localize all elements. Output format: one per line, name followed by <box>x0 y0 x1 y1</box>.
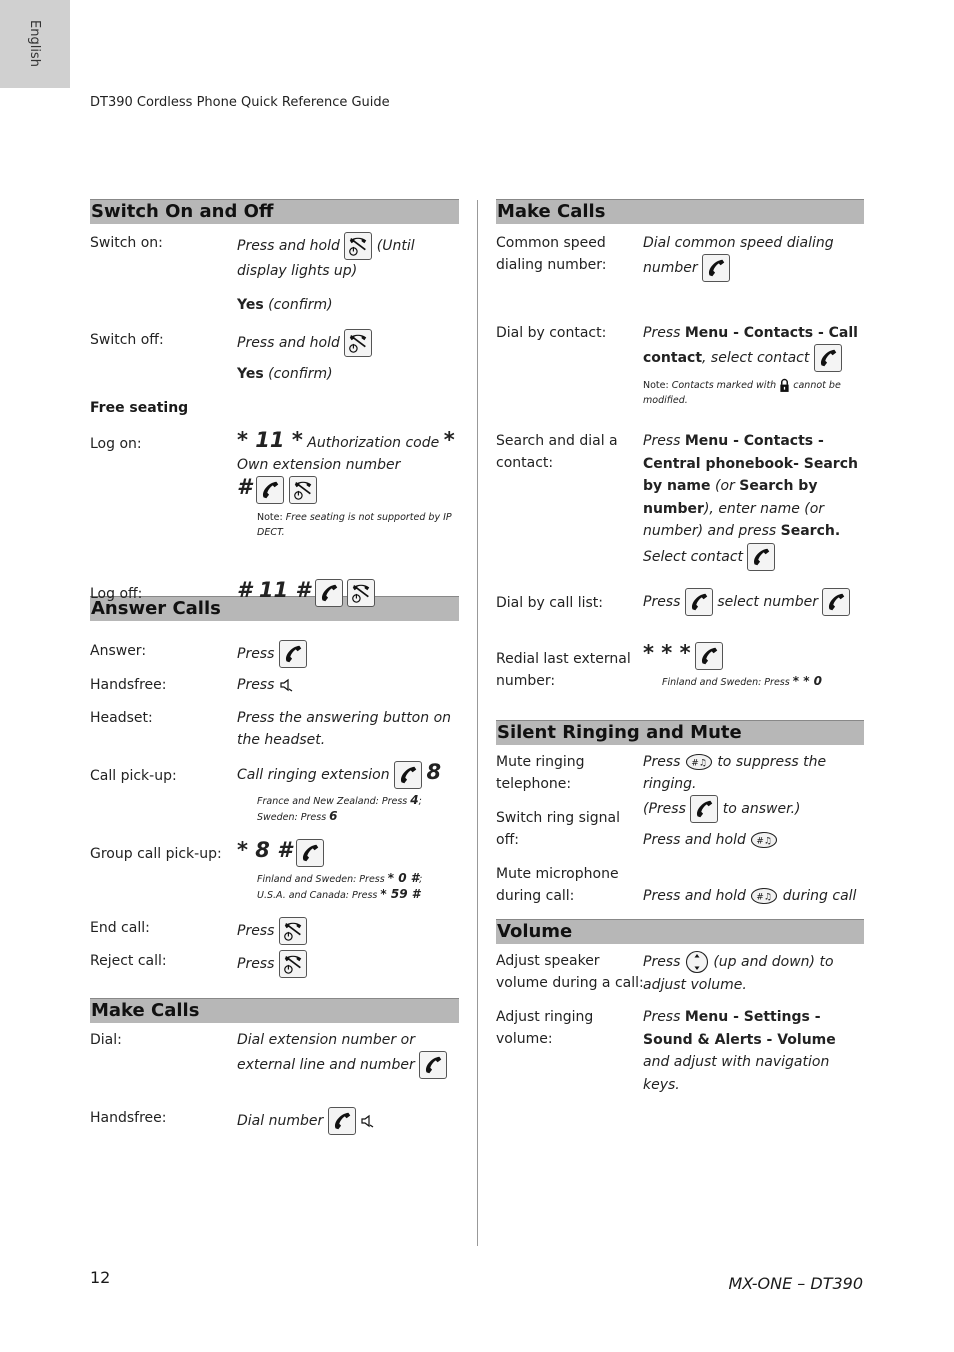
row-ringing-volume <box>496 1006 864 1093</box>
page-number: 12 <box>90 1268 111 1287</box>
row-mute-mic <box>496 863 864 919</box>
row-label: Dial: <box>90 1032 122 1048</box>
value-text: Press <box>643 754 681 770</box>
row-label: Group call pick-up: <box>90 846 222 862</box>
value-text: Select contact <box>643 548 744 565</box>
row-dial-call-list <box>496 588 864 642</box>
row-label: Common speed dialing number: <box>496 235 607 273</box>
menu-path: Menu - Contacts - Central phonebook- Search by name <box>643 433 858 494</box>
call-key-icon <box>256 476 284 504</box>
value-text: Call ringing extension <box>237 767 390 783</box>
code-text: * 11 * <box>237 428 303 452</box>
row-handsfree <box>90 674 459 707</box>
value-text: Dial number <box>237 1113 324 1129</box>
row-label: Redial last external number: <box>496 651 631 689</box>
menu-path: Search by number <box>643 478 818 517</box>
end-key-icon <box>344 232 372 260</box>
value-text: Press the answering button on the headset. <box>237 710 452 748</box>
call-key-icon <box>747 543 775 571</box>
row-speed-dial <box>496 232 864 322</box>
row-label: Adjust speaker volume during a call: <box>496 953 644 991</box>
row-label: Mute microphone during call: <box>496 866 619 904</box>
confirm-text: (confirm) <box>268 297 333 313</box>
row-label: Mute ringing telephone: <box>496 754 585 792</box>
footer-product: MX-ONE – DT390 <box>728 1274 863 1293</box>
value-text: (Until display lights up) <box>237 238 415 279</box>
row-dial-by-contact <box>496 322 864 430</box>
menu-path: Search. <box>780 523 841 539</box>
code-text: * * * <box>643 641 691 665</box>
row-label: Headset: <box>90 710 153 726</box>
left-column <box>90 199 459 621</box>
yes-label: Yes <box>237 297 264 313</box>
value-text: Press <box>237 646 275 662</box>
section-heading-make-calls-right: Make Calls <box>496 199 864 224</box>
row-switch-ring-off <box>496 807 864 863</box>
row-label: Switch off: <box>90 332 164 348</box>
code-text: 8 <box>426 760 442 784</box>
note-code: 4 <box>410 793 419 807</box>
end-key-icon <box>347 579 375 607</box>
value-text: Dial common speed dialing number <box>643 235 834 276</box>
row-log-off <box>90 579 459 621</box>
value-text: Press <box>237 677 275 693</box>
row-label: Answer: <box>90 643 147 659</box>
row-switch-off-confirm <box>90 363 459 397</box>
value-text: Press <box>643 325 681 341</box>
call-key-icon <box>685 588 713 616</box>
end-key-icon <box>279 950 307 978</box>
confirm-text: (confirm) <box>268 366 333 382</box>
row-reject-call <box>90 950 459 984</box>
end-key-icon <box>289 476 317 504</box>
value-text: Press and hold <box>237 335 340 351</box>
call-key-icon <box>296 839 324 867</box>
row-label: Call pick-up: <box>90 768 177 784</box>
section-heading-volume: Volume <box>496 919 864 944</box>
end-key-icon <box>279 917 307 945</box>
row-search-dial <box>496 430 864 588</box>
document-title: DT390 Cordless Phone Quick Reference Guide <box>90 95 390 110</box>
value-text: to suppress the ringing. <box>643 754 827 792</box>
speaker-icon <box>360 1114 374 1128</box>
row-redial <box>496 642 864 720</box>
row-label: Dial by call list: <box>496 595 603 611</box>
call-key-icon <box>814 344 842 372</box>
note-code: * 59 # <box>380 887 421 901</box>
value-text: (or <box>714 478 735 494</box>
note-label: Note: <box>643 380 669 391</box>
code-text: * <box>443 428 455 452</box>
hash-key-icon <box>685 753 713 771</box>
row-log-on <box>90 429 459 579</box>
language-tab <box>0 0 70 88</box>
note-text: U.S.A. and Canada: Press <box>257 890 378 901</box>
row-label: End call: <box>90 920 150 936</box>
row-label: Switch on: <box>90 235 163 251</box>
call-key-icon <box>279 640 307 668</box>
call-key-icon <box>695 642 723 670</box>
note-text: Sweden: Press <box>257 812 327 823</box>
row-label: Reject call: <box>90 953 167 969</box>
code-text: # 11 # <box>237 578 311 602</box>
call-key-icon <box>702 254 730 282</box>
note-text: Finland and Sweden: Press <box>257 874 385 885</box>
value-text: during call <box>782 888 857 904</box>
speaker-icon <box>279 678 293 692</box>
row-end-call <box>90 917 459 950</box>
row-switch-on <box>90 232 459 290</box>
row-speaker-volume <box>496 950 864 1006</box>
right-column <box>496 199 864 1093</box>
value-text: Press <box>643 594 681 610</box>
section-heading-make-calls: Make Calls <box>90 998 459 1023</box>
note-text: cannot be modified. <box>643 380 841 406</box>
section-heading-switch: Switch On and Off <box>90 199 459 224</box>
row-switch-off <box>90 329 459 363</box>
value-text: Dial extension number or external line and number <box>237 1032 415 1073</box>
code-text: * 8 # <box>237 838 292 862</box>
value-text: ), enter name (or number) and press <box>643 500 825 539</box>
note-code: * * 0 <box>792 674 822 688</box>
row-switch-on-confirm <box>90 294 459 324</box>
row-mute-ringing <box>496 751 864 817</box>
row-dial <box>90 1029 459 1107</box>
navigation-key-icon <box>685 950 709 974</box>
value-text: and adjust with navigation keys. <box>643 1054 830 1093</box>
value-text: to answer.) <box>722 801 801 817</box>
row-label: Handsfree: <box>90 677 167 693</box>
free-seating-heading: Free seating <box>90 400 189 416</box>
note-text: Contacts marked with <box>671 380 777 391</box>
value-text: Press and hold <box>643 832 746 848</box>
value-text: (Press <box>643 801 686 817</box>
lock-icon <box>779 378 790 393</box>
note-code: 6 <box>329 809 338 823</box>
value-text: Press and hold <box>237 238 340 254</box>
row-call-pickup: Call pick-up: Call ringing extension 8 France and New Zealand: Press 4; Sweden: Press 6 <box>90 760 442 823</box>
value-text: Authorization code <box>307 435 440 451</box>
row-label: Handsfree: <box>90 1110 167 1126</box>
answer-calls-section <box>90 640 459 984</box>
row-label: Switch ring signal off: <box>496 810 621 848</box>
section-heading-silent: Silent Ringing and Mute <box>496 720 864 745</box>
row-label: Log off: <box>90 586 143 602</box>
menu-path: Menu - Settings - Sound & Alerts - Volume <box>643 1009 836 1048</box>
column-divider <box>477 200 478 1246</box>
value-text: Press <box>643 954 681 970</box>
section-heading-answer: Answer Calls <box>90 596 459 621</box>
row-group-pickup: Group call pick-up: * 8 # Finland and Sweden: Press * 0 #; U.S.A. and Canada: Press * 59 # <box>90 838 423 901</box>
call-key-icon <box>419 1051 447 1079</box>
yes-label: Yes <box>237 366 264 382</box>
row-label: Adjust ringing volume: <box>496 1009 594 1047</box>
note-label: Note: <box>257 512 283 523</box>
value-text: , select contact <box>702 350 810 366</box>
row-label: Log on: <box>90 436 142 452</box>
value-text: Press <box>643 1009 681 1025</box>
value-text: Press <box>237 956 275 972</box>
value-text: (up and down) to adjust volume. <box>643 954 834 993</box>
call-key-icon <box>315 579 343 607</box>
row-label: Dial by contact: <box>496 325 607 341</box>
call-key-icon <box>394 761 422 789</box>
value-text: select number <box>717 594 818 610</box>
end-key-icon <box>344 329 372 357</box>
value-text: Press <box>237 923 275 939</box>
value-text: Own extension number <box>237 457 401 473</box>
make-calls-left-section <box>90 998 459 1141</box>
value-text: Press and hold <box>643 888 746 904</box>
value-text: Press <box>643 433 681 449</box>
row-headset <box>90 707 459 761</box>
row-label: Search and dial a contact: <box>496 433 618 471</box>
language-label: English <box>27 20 42 67</box>
note-text: Finland and Sweden: Press <box>662 677 790 688</box>
note-text: Free seating is not supported by IP DECT. <box>257 512 452 538</box>
call-key-icon <box>822 588 850 616</box>
code-text: # <box>237 475 252 499</box>
row-answer <box>90 640 459 674</box>
hash-key-icon <box>750 831 778 849</box>
menu-path: Menu - Contacts - Call contact <box>643 325 858 366</box>
note-code: * 0 # <box>387 871 420 885</box>
row-handsfree-dial <box>90 1107 459 1141</box>
note-text: France and New Zealand: Press <box>257 796 408 807</box>
call-key-icon <box>328 1107 356 1135</box>
hash-key-icon <box>750 887 778 905</box>
